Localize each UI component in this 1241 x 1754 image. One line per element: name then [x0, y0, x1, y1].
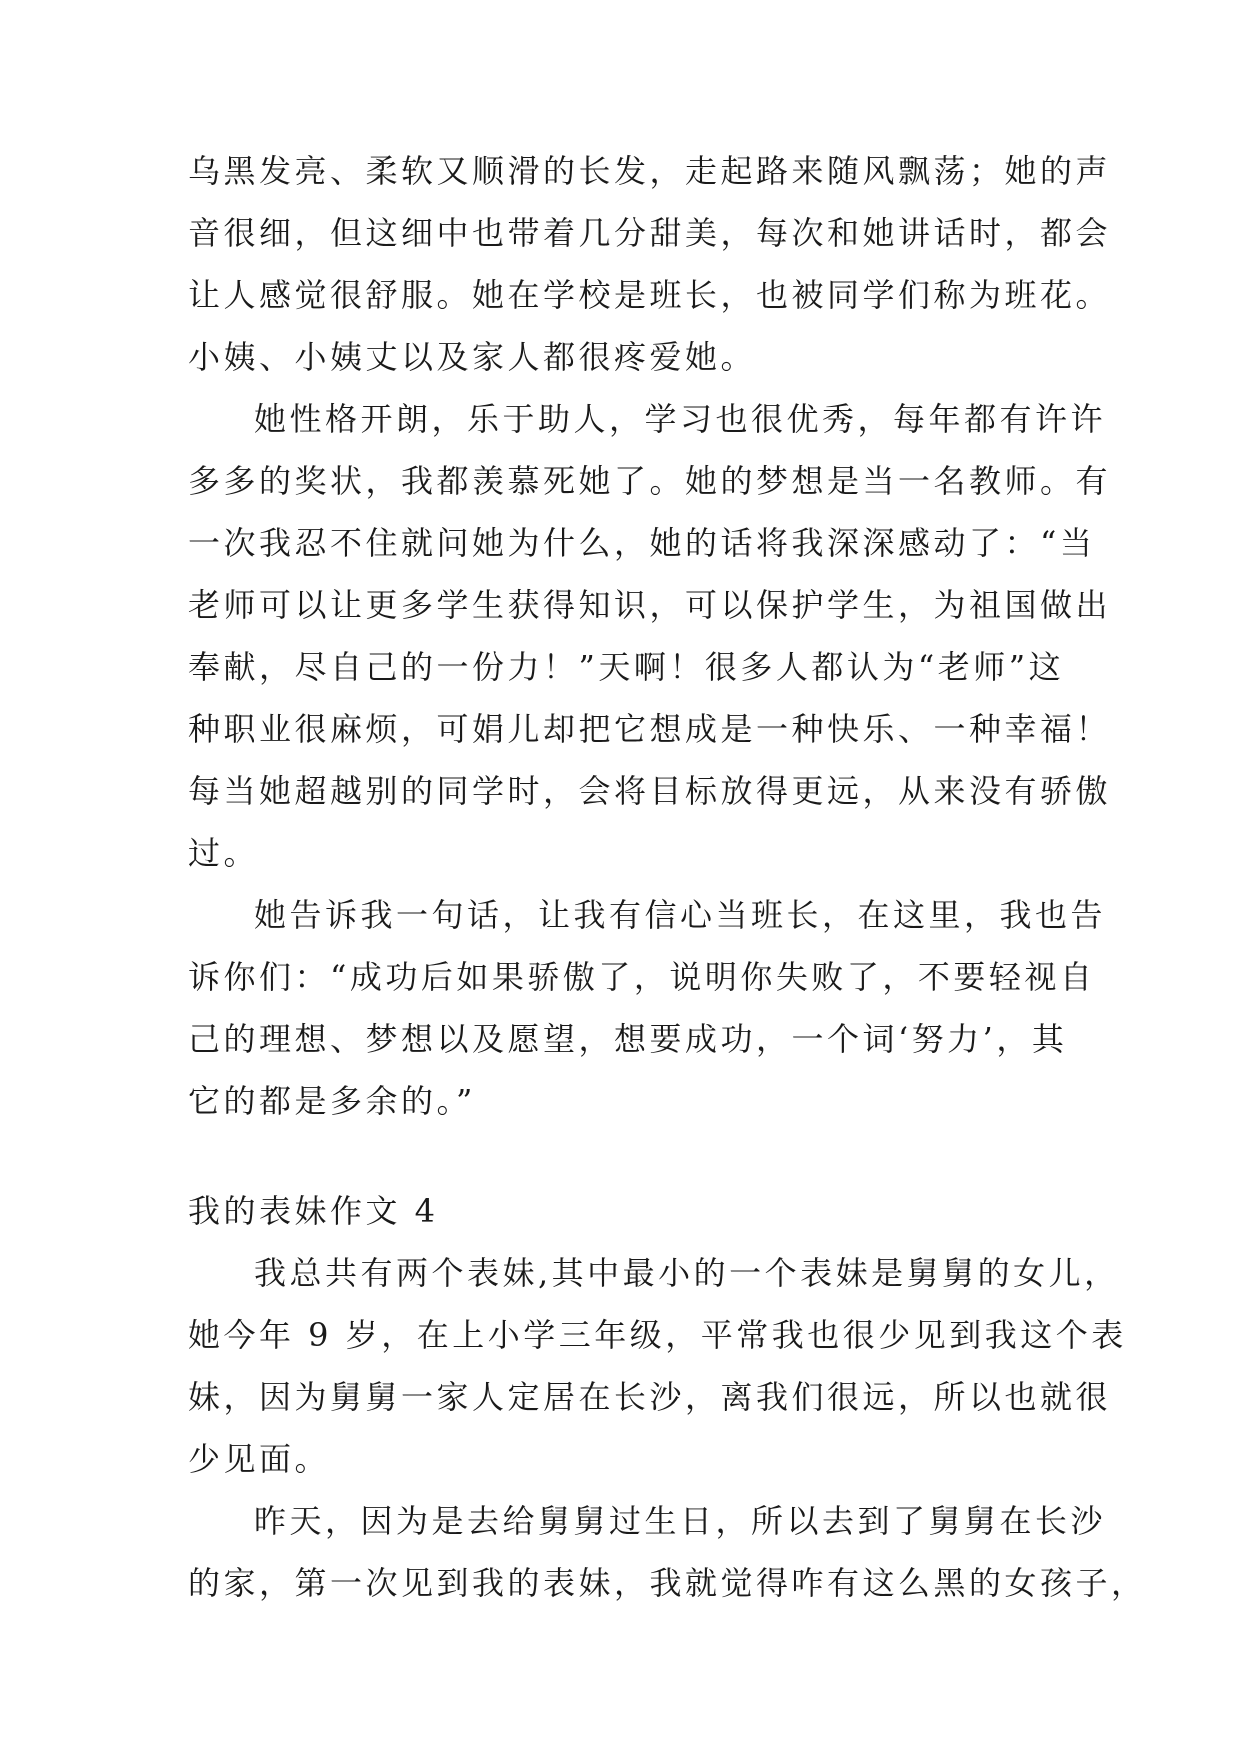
essay-title: 我的表妹作文 4	[188, 1192, 439, 1230]
text-line: 一次我忍不住就问她为什么，她的话将我深深感动了：“当	[188, 524, 1096, 562]
text-line: 老师可以让更多学生获得知识，可以保护学生，为祖国做出	[188, 586, 1112, 624]
paragraph-5	[188, 1490, 1147, 1614]
paragraph-3	[188, 884, 1107, 1132]
text-line: 她性格开朗，乐于助人，学习也很优秀，每年都有许许	[254, 400, 1107, 438]
text-line: 己的理想、梦想以及愿望，想要成功，一个词‘努力’，其	[188, 1020, 1068, 1058]
text-line: 每当她超越别的同学时，会将目标放得更远，从来没有骄傲	[188, 772, 1112, 810]
text-line: 小姨、小姨丈以及家人都很疼爱她。	[188, 338, 757, 376]
text-line: 的家，第一次见到我的表妹，我就觉得咋有这么黑的女孩子，	[188, 1564, 1147, 1602]
essay-body	[188, 140, 1147, 1614]
text-line: 种职业很麻烦，可娟儿却把它想成是一种快乐、一种幸福！	[188, 710, 1112, 748]
text-line: 过。	[188, 834, 260, 872]
text-line: 让人感觉很舒服。她在学校是班长，也被同学们称为班花。	[188, 276, 1112, 314]
text-line: 她告诉我一句话，让我有信心当班长，在这里，我也告	[254, 896, 1107, 934]
paragraph-1	[188, 140, 1112, 388]
text-line: 少见面。	[188, 1440, 331, 1478]
text-line: 它的都是多余的。”	[188, 1082, 476, 1120]
text-line: 奉献，尽自己的一份力！”天啊！很多人都认为“老师”这	[188, 648, 1065, 686]
paragraph-4	[188, 1242, 1127, 1490]
text-line: 她今年 9 岁，在上小学三年级，平常我也很少见到我这个表	[188, 1316, 1127, 1354]
text-line: 乌黑发亮、柔软又顺滑的长发，走起路来随风飘荡；她的声	[188, 152, 1112, 190]
text-line: 多多的奖状，我都羡慕死她了。她的梦想是当一名教师。有	[188, 462, 1112, 500]
text-line: 诉你们：“成功后如果骄傲了，说明你失败了，不要轻视自	[188, 958, 1096, 996]
paragraph-2	[188, 388, 1112, 884]
text-line: 妹，因为舅舅一家人定居在长沙，离我们很远，所以也就很	[188, 1378, 1112, 1416]
text-line: 音很细，但这细中也带着几分甜美，每次和她讲话时，都会	[188, 214, 1112, 252]
text-line: 昨天，因为是去给舅舅过生日，所以去到了舅舅在长沙	[254, 1502, 1107, 1540]
text-line: 我总共有两个表妹,其中最小的一个表妹是舅舅的女儿，	[254, 1254, 1120, 1292]
